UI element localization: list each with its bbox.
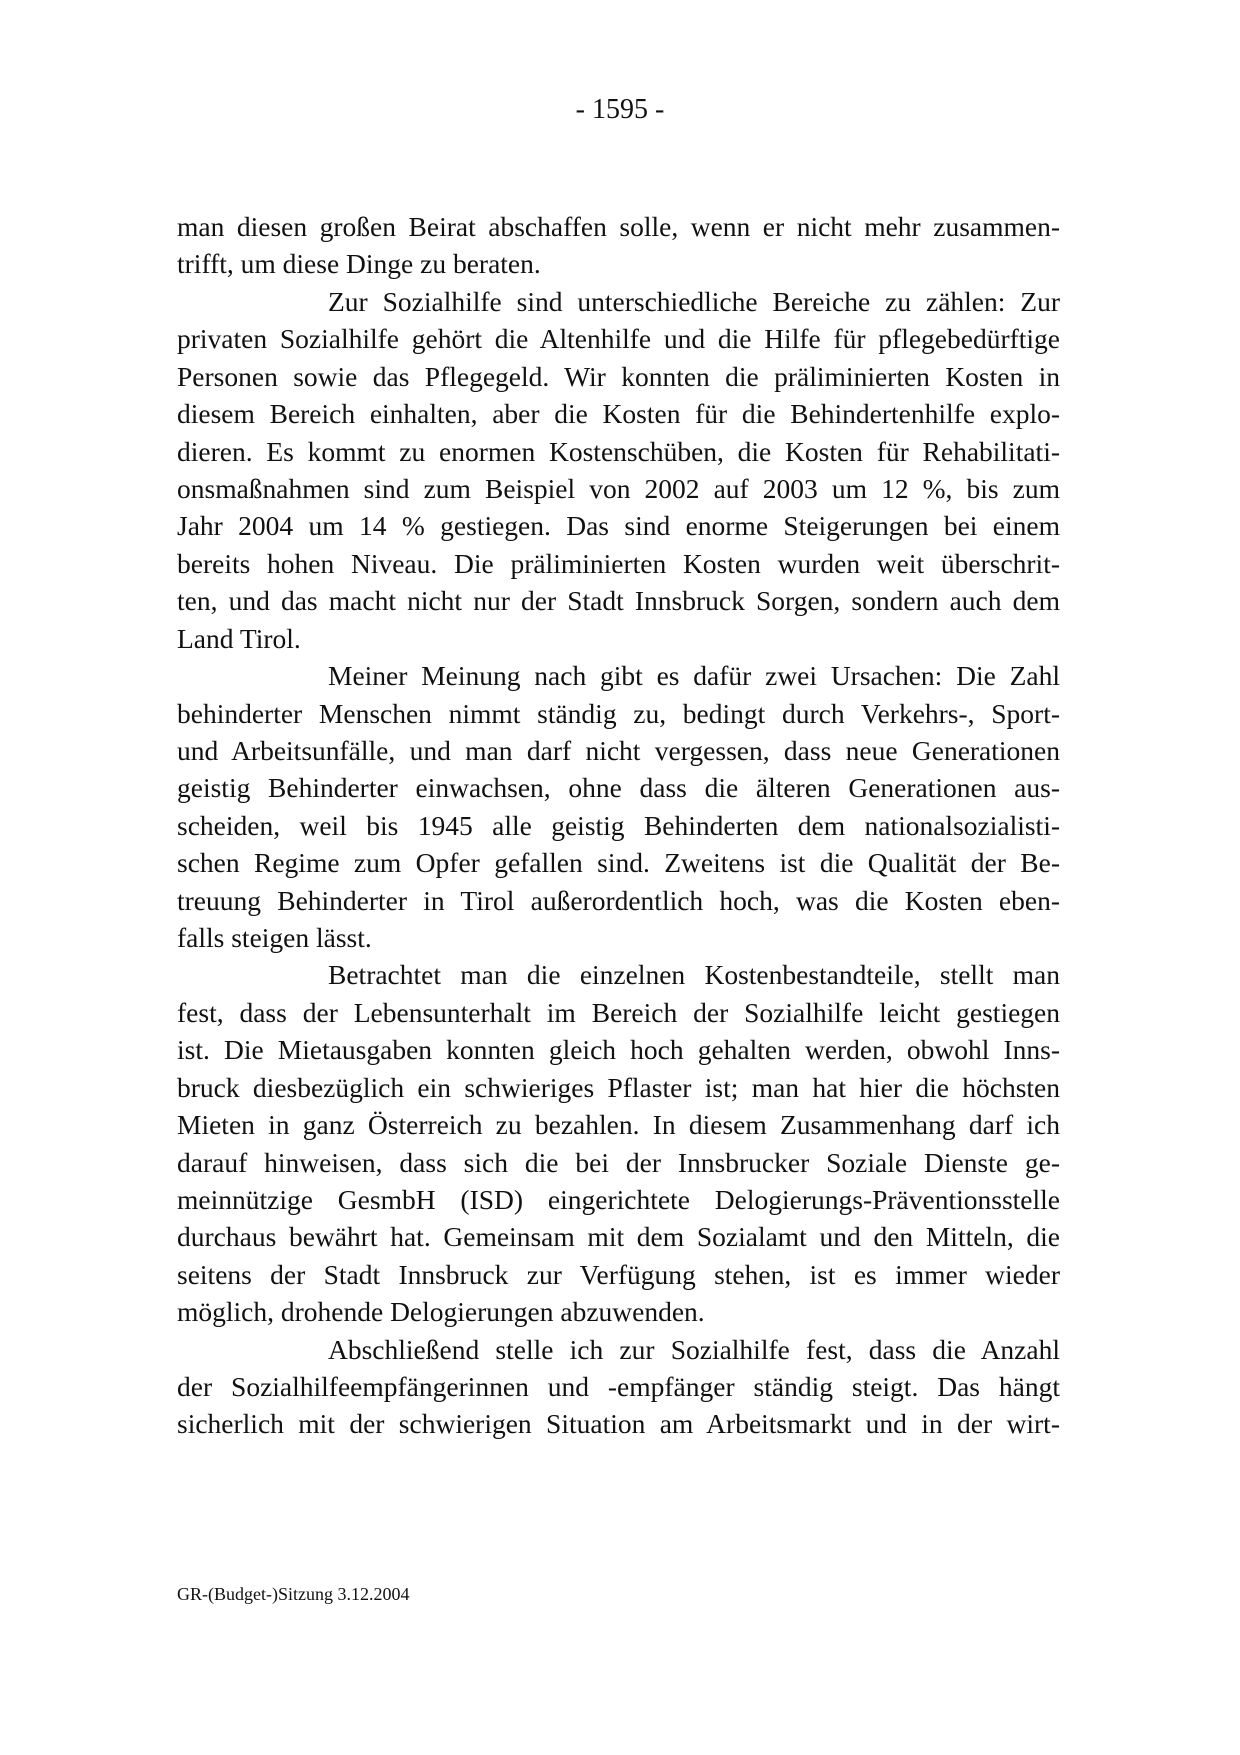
paragraph-first-line: Meiner Meinung nach gibt es dafür zwei Ursachen: Die Zahl xyxy=(328,660,1060,691)
page-number: - 1595 - xyxy=(575,94,665,125)
text-line: darauf hinweisen, dass sich die bei der Innsbrucker Soziale Dienste ge- xyxy=(177,1147,1060,1178)
text-line: Jahr 2004 um 14 % gestiegen. Das sind enorme Steigerungen bei einem xyxy=(177,510,1060,541)
text-line: sicherlich mit der schwierigen Situation am Arbeitsmarkt und in der wirt- xyxy=(177,1408,1060,1439)
text-line: fest, dass der Lebensunterhalt im Bereich der Sozialhilfe leicht gestiegen xyxy=(177,997,1060,1028)
text-line: der Sozialhilfeempfängerinnen und -empfänger ständig steigt. Das hängt xyxy=(177,1371,1060,1402)
text-line: trifft, um diese Dinge zu beraten. xyxy=(177,248,541,279)
text-line: und Arbeitsunfälle, und man darf nicht vergessen, dass neue Generationen xyxy=(177,735,1060,766)
text-line: ist. Die Mietausgaben konnten gleich hoch gehalten werden, obwohl Inns- xyxy=(177,1034,1060,1065)
text-line: treuung Behinderter in Tirol außerordentlich hoch, was die Kosten eben- xyxy=(177,885,1060,916)
text-line: Personen sowie das Pflegegeld. Wir konnten die präliminierten Kosten in xyxy=(177,361,1060,392)
text-line: geistig Behinderter einwachsen, ohne dass die älteren Generationen aus- xyxy=(177,772,1060,803)
text-line: meinnützige GesmbH (ISD) eingerichtete Delogierungs-Präventionsstelle xyxy=(177,1184,1060,1215)
paragraph-first-line: Zur Sozialhilfe sind unterschiedliche Bereiche zu zählen: Zur xyxy=(328,286,1060,317)
text-line: behinderter Menschen nimmt ständig zu, bedingt durch Verkehrs-, Sport- xyxy=(177,698,1060,729)
text-line: ten, und das macht nicht nur der Stadt Innsbruck Sorgen, sondern auch dem xyxy=(177,585,1060,616)
text-line: man diesen großen Beirat abschaffen solle, wenn er nicht mehr zusammen- xyxy=(177,211,1060,242)
text-line: durchaus bewährt hat. Gemeinsam mit dem Sozialamt und den Mitteln, die xyxy=(177,1221,1060,1252)
text-line: diesem Bereich einhalten, aber die Kosten für die Behindertenhilfe explo- xyxy=(177,398,1060,429)
text-line: schen Regime zum Opfer gefallen sind. Zweitens ist die Qualität der Be- xyxy=(177,847,1060,878)
text-line: bereits hohen Niveau. Die präliminierten Kosten wurden weit überschrit- xyxy=(177,548,1060,579)
text-line: onsmaßnahmen sind zum Beispiel von 2002 auf 2003 um 12 %, bis zum xyxy=(177,473,1060,504)
text-line: privaten Sozialhilfe gehört die Altenhilfe und die Hilfe für pflegebedürftige xyxy=(177,323,1060,354)
text-line: dieren. Es kommt zu enormen Kostenschüben, die Kosten für Rehabilitati- xyxy=(177,436,1060,467)
text-line: möglich, drohende Delogierungen abzuwenden. xyxy=(177,1296,705,1327)
text-line: seitens der Stadt Innsbruck zur Verfügung stehen, ist es immer wieder xyxy=(177,1259,1060,1290)
text-line: Land Tirol. xyxy=(177,623,301,654)
paragraph-first-line: Betrachtet man die einzelnen Kostenbestandteile, stellt man xyxy=(328,959,1060,990)
paragraph-first-line: Abschließend stelle ich zur Sozialhilfe fest, dass die Anzahl xyxy=(328,1334,1060,1365)
text-line: scheiden, weil bis 1945 alle geistig Behinderten dem nationalsozialisti- xyxy=(177,810,1060,841)
text-line: bruck diesbezüglich ein schwieriges Pflaster ist; man hat hier die höchsten xyxy=(177,1072,1060,1103)
text-line: Mieten in ganz Österreich zu bezahlen. In diesem Zusammenhang darf ich xyxy=(177,1109,1060,1140)
footer-session-label: GR-(Budget-)Sitzung 3.12.2004 xyxy=(177,1584,410,1604)
text-line: falls steigen lässt. xyxy=(177,922,372,953)
